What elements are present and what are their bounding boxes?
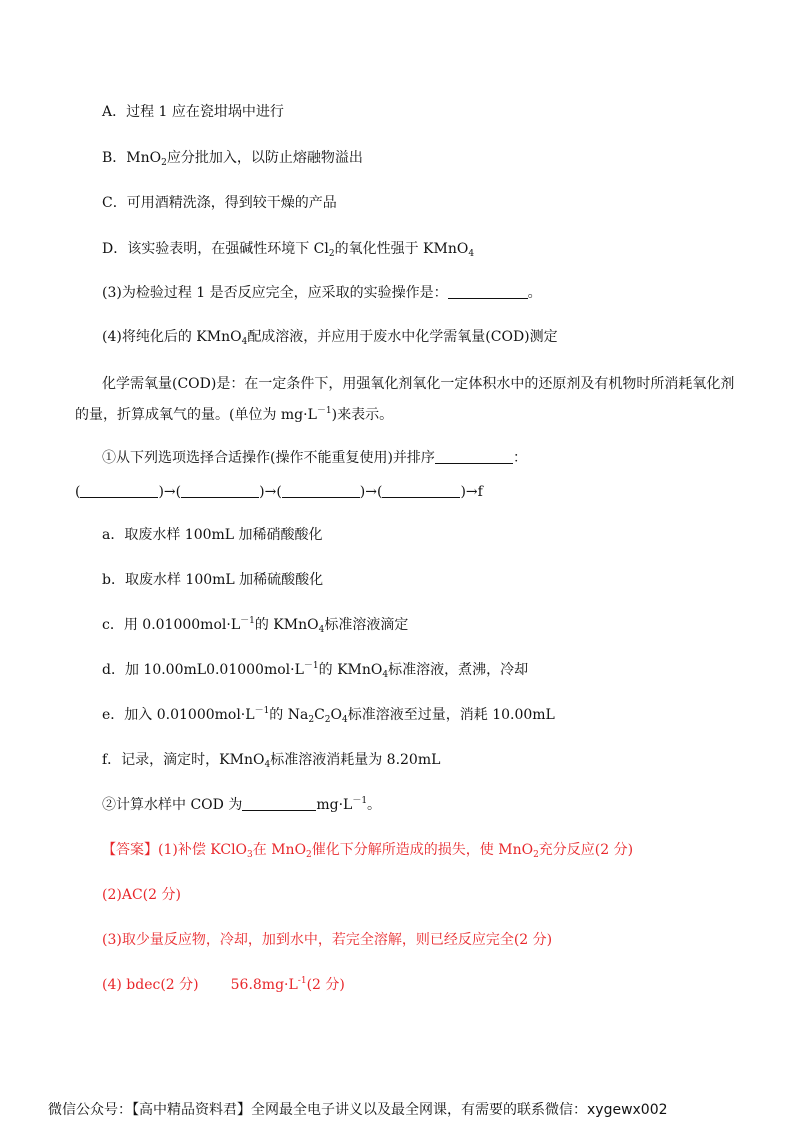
step-c: c．用 $0.01000mol\cdot L^{-1}$的 KMnO$_4$标准溶液滴定 <box>102 616 409 635</box>
answer-line-1: 【答案】(1)补偿 KClO$_3$在 MnO$_2$催化下分解所造成的损失，使 MnO$_2$充分反应(2 分) <box>102 842 634 860</box>
option-c: C．可用酒精洗涤，得到较干燥的产品 <box>102 195 337 211</box>
answer-blank <box>382 483 460 498</box>
option-a: A．过程 1 应在瓷坩埚中进行 <box>102 104 284 120</box>
question-4: (4)将纯化后的 KMnO$_4$配成溶液，并应用于废水中化学需氧量(COD)测定 <box>102 329 558 347</box>
step-f: f．记录，滴定时，KMnO$_4$标准溶液消耗量为 8.20mL <box>102 752 441 770</box>
answer-blank <box>242 796 316 811</box>
footer-watermark: 微信公众号：【高中精品资料君】全网最全电子讲义以及最全网课，有需要的联系微信：xygewx002 <box>48 1102 668 1118</box>
step-e: e．加入 $0.01000mol\cdot L^{-1}$的 $Na_2C_2O_4$标准溶液至过量，消耗 10.00mL <box>102 706 555 725</box>
cod-definition-line1: 化学需氧量(COD)是：在一定条件下，用强氧化剂氧化一定体积水中的还原剂及有机物时所消耗氧化剂 <box>102 376 735 392</box>
sequence-blanks: ( )→( )→( )→( )→f <box>75 484 483 500</box>
cod-definition-line2: 的量，折算成氧气的量。(单位为 $mg\cdot L^{-1}$)来表示。 <box>75 406 394 423</box>
answer-line-2: (2)AC(2 分) <box>102 887 181 903</box>
answer-blank <box>181 483 259 498</box>
sub-question-1: ①从下列选项选择合适操作(操作不能重复使用)并排序 ： <box>102 450 527 466</box>
answer-blank <box>282 483 360 498</box>
step-b: b．取废水样 100mL 加稀硫酸酸化 <box>102 572 324 588</box>
step-d: d．加 $10.00mL0.01000mol\cdot L^{-1}$的 KMnO$_4$标准溶液，煮沸，冷却 <box>102 661 529 680</box>
sub-question-2: ②计算水样中 COD 为 $mg\cdot L^{-1}$。 <box>102 796 382 813</box>
question-3: (3)为检验过程 1 是否反应完全，应采取的实验操作是： 。 <box>102 285 542 301</box>
answer-blank <box>435 449 513 464</box>
answer-blank <box>448 284 528 299</box>
answer-line-4: (4) bdec(2 分) $56.8mg\cdot L^{-1}(2$ 分) <box>102 976 345 993</box>
option-b: B．MnO$_2$应分批加入，以防止熔融物溢出 <box>102 150 363 168</box>
answer-blank <box>80 483 158 498</box>
answer-line-3: (3)取少量反应物，冷却，加到水中，若完全溶解，则已经反应完全(2 分) <box>102 932 553 948</box>
option-d: D．该实验表明，在强碱性环境下 $Cl_2$的氧化性强于 KMnO$_4$ <box>102 241 475 259</box>
step-a: a．取废水样 100mL 加稀硝酸酸化 <box>102 527 323 543</box>
